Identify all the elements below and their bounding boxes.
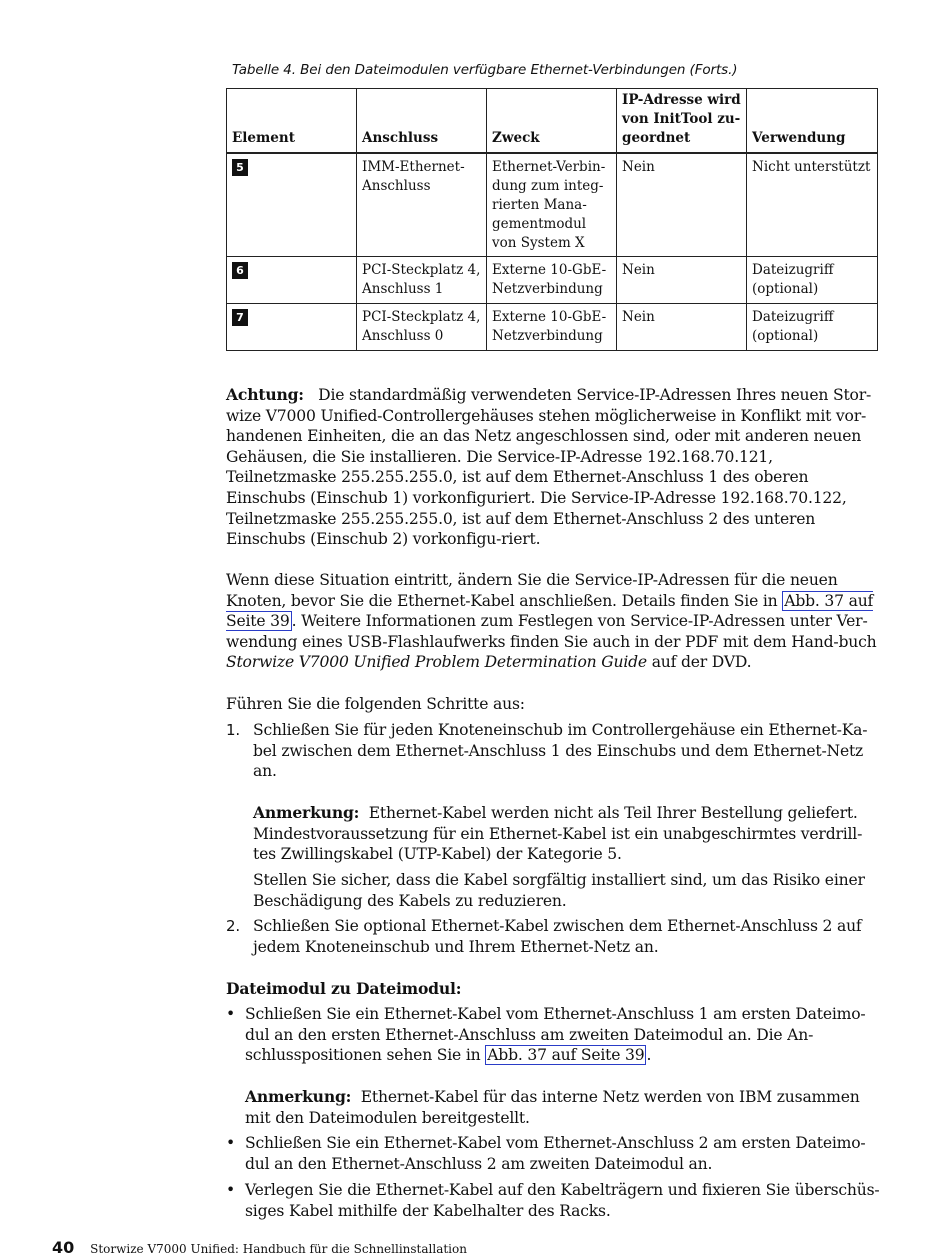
bullet-text-end: . [646,1046,652,1065]
anschluss-cell: IMM-Ethernet-Anschluss [357,153,487,256]
element-marker: 7 [232,309,248,326]
ethernet-connections-table [226,88,878,351]
step-note [253,803,883,865]
note-label: Anmerkung: [245,1087,352,1106]
situation-paragraph [226,570,886,673]
zweck-cell: Externe 10-GbE-Netzverbindung [487,303,617,350]
bullet-symbol: • [226,1181,235,1199]
table-header-row [227,89,878,154]
zweck-cell: Ethernet-Verbin-dung zum integ-rierten Mana-gementmodul von System X [487,153,617,256]
situation-text: Wenn diese Situation eintritt, ändern Sie die Service-IP-Adressen für die neuen Knoten, bevor Sie die Ethernet-Kabel anschließen. Details finden Sie in [226,571,838,610]
header-element: Element [227,89,357,154]
bullet-item [226,1180,886,1222]
bullet-symbol: • [226,1005,235,1023]
bullet-text: Verlegen Sie die Ethernet-Kabel auf den Kabelträgern und fixieren Sie überschüs-siges Kabel mithilfe der Kabelhalter des Racks. [245,1181,880,1220]
step-item [226,916,886,958]
bullet-text: Schließen Sie ein Ethernet-Kabel vom Ethernet-Anschluss 2 am ersten Dateimo-dul an den Ethernet-Anschluss 2 am zweiten Dateimodul an. [245,1134,866,1173]
header-zweck: Zweck [487,89,617,154]
bullet-note [245,1087,885,1128]
section-subheading [226,979,886,1000]
attention-text: Die standardmäßig verwendeten Service-IP-Adressen Ihres neuen Stor-wize V7000 Unified-Controllergehäuses stehen möglicherweise in Konflikt mit vor-handenen Einheiten, die an das Netz angeschlossen sind, oder mit anderen neuen Gehäusen, die Sie installieren. Die Service-IP-Adresse 192.168.70.121, Teilnetzmaske 255.255.255.0, ist auf dem Ethernet-Anschluss 1 des oberen Einschubs (Einschub 1) vorkonfiguriert. Die Service-IP-Adresse 192.168.70.122, Teilnetzmaske 255.255.255.0, ist auf dem Ethernet-Anschluss 2 des unteren Einschubs (Einschub 2) vorkonfigu-riert. [226,386,872,549]
table-row [227,256,878,303]
element-cell [227,303,357,350]
footer-title: Storwize V7000 Unified: Handbuch für die Schnellinstallation [90,1242,467,1256]
anschluss-cell: PCI-Steckplatz 4, Anschluss 0 [357,303,487,350]
table-row [227,153,878,256]
table-row [227,303,878,350]
figure-link[interactable]: Abb. 37 auf Seite 39 [487,1046,645,1065]
header-ip-address: IP-Adresse wird von InitTool zu-geordnet [617,89,747,154]
verwendung-cell: Dateizugriff (optional) [747,256,878,303]
book-title: Storwize V7000 Unified Problem Determination Guide [226,653,647,672]
step-text: Schließen Sie optional Ethernet-Kabel zwischen dem Ethernet-Anschluss 2 auf jedem Knoteneinschub und Ihrem Ethernet-Netz an. [253,917,862,956]
subheading-text: Dateimodul zu Dateimodul: [226,979,462,998]
situation-text-end: auf der DVD. [651,653,752,672]
figure-link[interactable]: Abb. 37 auf Seite 39 [226,591,874,631]
element-marker: 6 [232,262,248,279]
bullet-symbol: • [226,1134,235,1152]
page-footer [52,1238,467,1257]
situation-text-continued: . Weitere Informationen zum Festlegen von Service-IP-Adressen unter Ver-wendung eines USB-Flashlaufwerks finden Sie auch in der PDF mit dem Hand-buch [226,612,877,651]
ip-cell: Nein [617,303,747,350]
verwendung-cell: Dateizugriff (optional) [747,303,878,350]
element-marker: 5 [232,159,248,176]
note-label: Anmerkung: [253,803,360,822]
page-number: 40 [52,1238,75,1257]
ip-cell: Nein [617,256,747,303]
step-extra-text: Stellen Sie sicher, dass die Kabel sorgfältig installiert sind, um das Risiko einer Beschädigung des Kabels zu reduzieren. [253,871,865,910]
header-anschluss: Anschluss [357,89,487,154]
note-text: Ethernet-Kabel werden nicht als Teil Ihrer Bestellung geliefert. Mindestvoraussetzung für ein Ethernet-Kabel ist ein unabgeschirmtes verdrill-tes Zwillingskabel (UTP-Kabel) der Kategorie 5. [253,804,863,864]
bullet-item [226,1004,886,1130]
note-text: Ethernet-Kabel für das interne Netz werden von IBM zusammen mit den Dateimodulen bereitgestellt. [245,1088,860,1127]
bullet-text [245,1004,885,1066]
element-cell [227,153,357,256]
ip-cell: Nein [617,153,747,256]
step-item [226,720,886,910]
attention-label: Achtung: [226,385,304,404]
steps-intro: Führen Sie die folgenden Schritte aus: [226,695,525,713]
attention-paragraph [226,385,886,550]
zweck-cell: Externe 10-GbE-Netzverbindung [487,256,617,303]
anschluss-cell: PCI-Steckplatz 4, Anschluss 1 [357,256,487,303]
step-number: 1. [226,721,240,739]
step-text: Schließen Sie für jeden Knoteneinschub im Controllergehäuse ein Ethernet-Ka-bel zwischen dem Ethernet-Anschluss 1 des Einschubs und dem Ethernet-Netz an. [253,721,868,781]
table-caption: Tabelle 4. Bei den Dateimodulen verfügbare Ethernet-Verbindungen (Forts.) [232,62,738,78]
verwendung-cell: Nicht unterstützt [747,153,878,256]
bullet-item [226,1133,886,1175]
header-verwendung: Verwendung [747,89,878,154]
bullet-text-part: Schließen Sie ein Ethernet-Kabel vom Ethernet-Anschluss 1 am ersten Dateimo-dul an den ersten Ethernet-Anschluss am zweiten Dateimodul an. Die An-schlusspositionen sehen Sie in [245,1005,866,1065]
element-cell [227,256,357,303]
step-number: 2. [226,917,240,935]
